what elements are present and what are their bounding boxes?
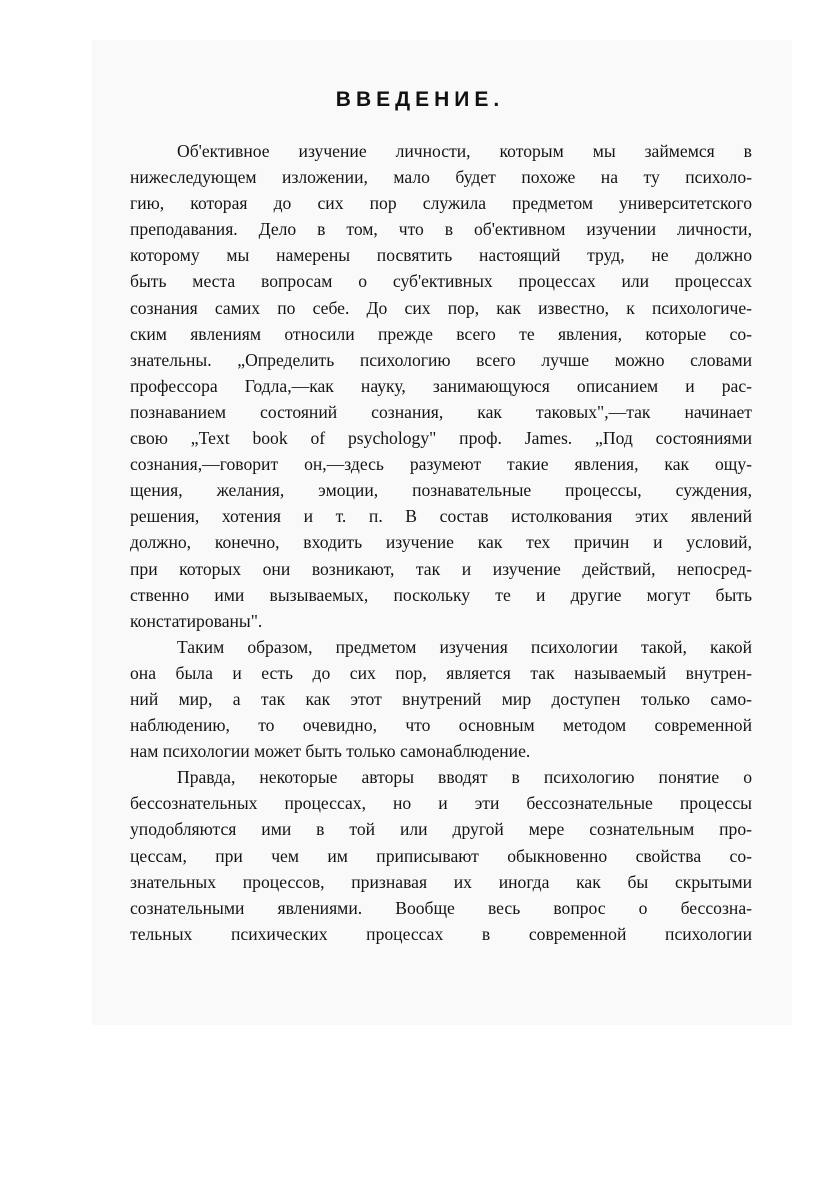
text-line: преподавания. Дело в том, что в об'ективном изучении личности, [130, 219, 752, 240]
text-line: познаванием состояний сознания, как таковых",—так начинает [130, 401, 752, 422]
text-line: ским явлениям относили прежде всего те явления, которые со- [130, 323, 752, 344]
text-line: быть места вопросам о суб'ективных процессах или процессах [130, 271, 752, 292]
text-line: она была и есть до сих пор, является так называемый внутрен- [130, 662, 752, 683]
text-line: знательных процессов, признавая их иногда как бы скрытыми [130, 871, 752, 892]
text-line: Правда, некоторые авторы вводят в психологию понятие о [177, 767, 752, 788]
text-line: сознания,—говорит он,—здесь разумеют такие явления, как ощу- [130, 454, 752, 475]
text-line: при которых они возникают, так и изучение действий, непосред- [130, 558, 752, 579]
text-line: решения, хотения и т. п. В состав истолкования этих явлений [130, 506, 752, 527]
text-line: бессознательных процессах, но и эти бессознательные процессы [130, 793, 752, 814]
text-line: наблюдению, то очевидно, что основным методом современной [130, 715, 752, 736]
text-line: профессора Годла,—как науку, занимающуюся описанием и рас- [130, 375, 752, 396]
text-line: ний мир, а так как этот внутрений мир доступен только само- [130, 688, 752, 709]
text-line: уподобляются ими в той или другой мере сознательным про- [130, 819, 752, 840]
text-line: гию, которая до сих пор служила предметом университетского [130, 193, 752, 214]
text-line: нижеследующем изложении, мало будет похоже на ту психоло- [130, 167, 752, 188]
text-line: сознания самих по себе. До сих пор, как известно, к психологиче- [130, 297, 752, 318]
text-line: ственно ими вызываемых, поскольку те и другие могут быть [130, 584, 752, 605]
text-line: свою „Text book of psychology" проф. James. „Под состояниями [130, 428, 752, 449]
page-heading: ВВЕДЕНИЕ. [335, 88, 505, 111]
text-line: которому мы намерены посвятить настоящий труд, не должно [130, 245, 752, 266]
text-line: щения, желания, эмоции, познавательные процессы, суждения, [130, 480, 752, 501]
body-text [130, 138, 752, 947]
text-line: знательны. „Определить психологию всего лучше можно словами [130, 349, 752, 370]
text-line: констатированы". [130, 610, 263, 631]
text-line: Об'ективное изучение личности, которым мы займемся в [177, 141, 752, 161]
text-line: нам психологии может быть только самонаблюдение. [130, 741, 531, 762]
text-line: сознательными явлениями. Вообще весь вопрос о бессозна- [130, 897, 752, 918]
text-line: Таким образом, предметом изучения психологии такой, какой [177, 636, 752, 657]
text-line: должно, конечно, входить изучение как тех причин и условий, [130, 532, 752, 553]
text-line: тельных психических процессах в современной психологии [130, 923, 752, 944]
text-line: цессам, при чем им приписывают обыкновенно свойства со- [130, 845, 752, 866]
